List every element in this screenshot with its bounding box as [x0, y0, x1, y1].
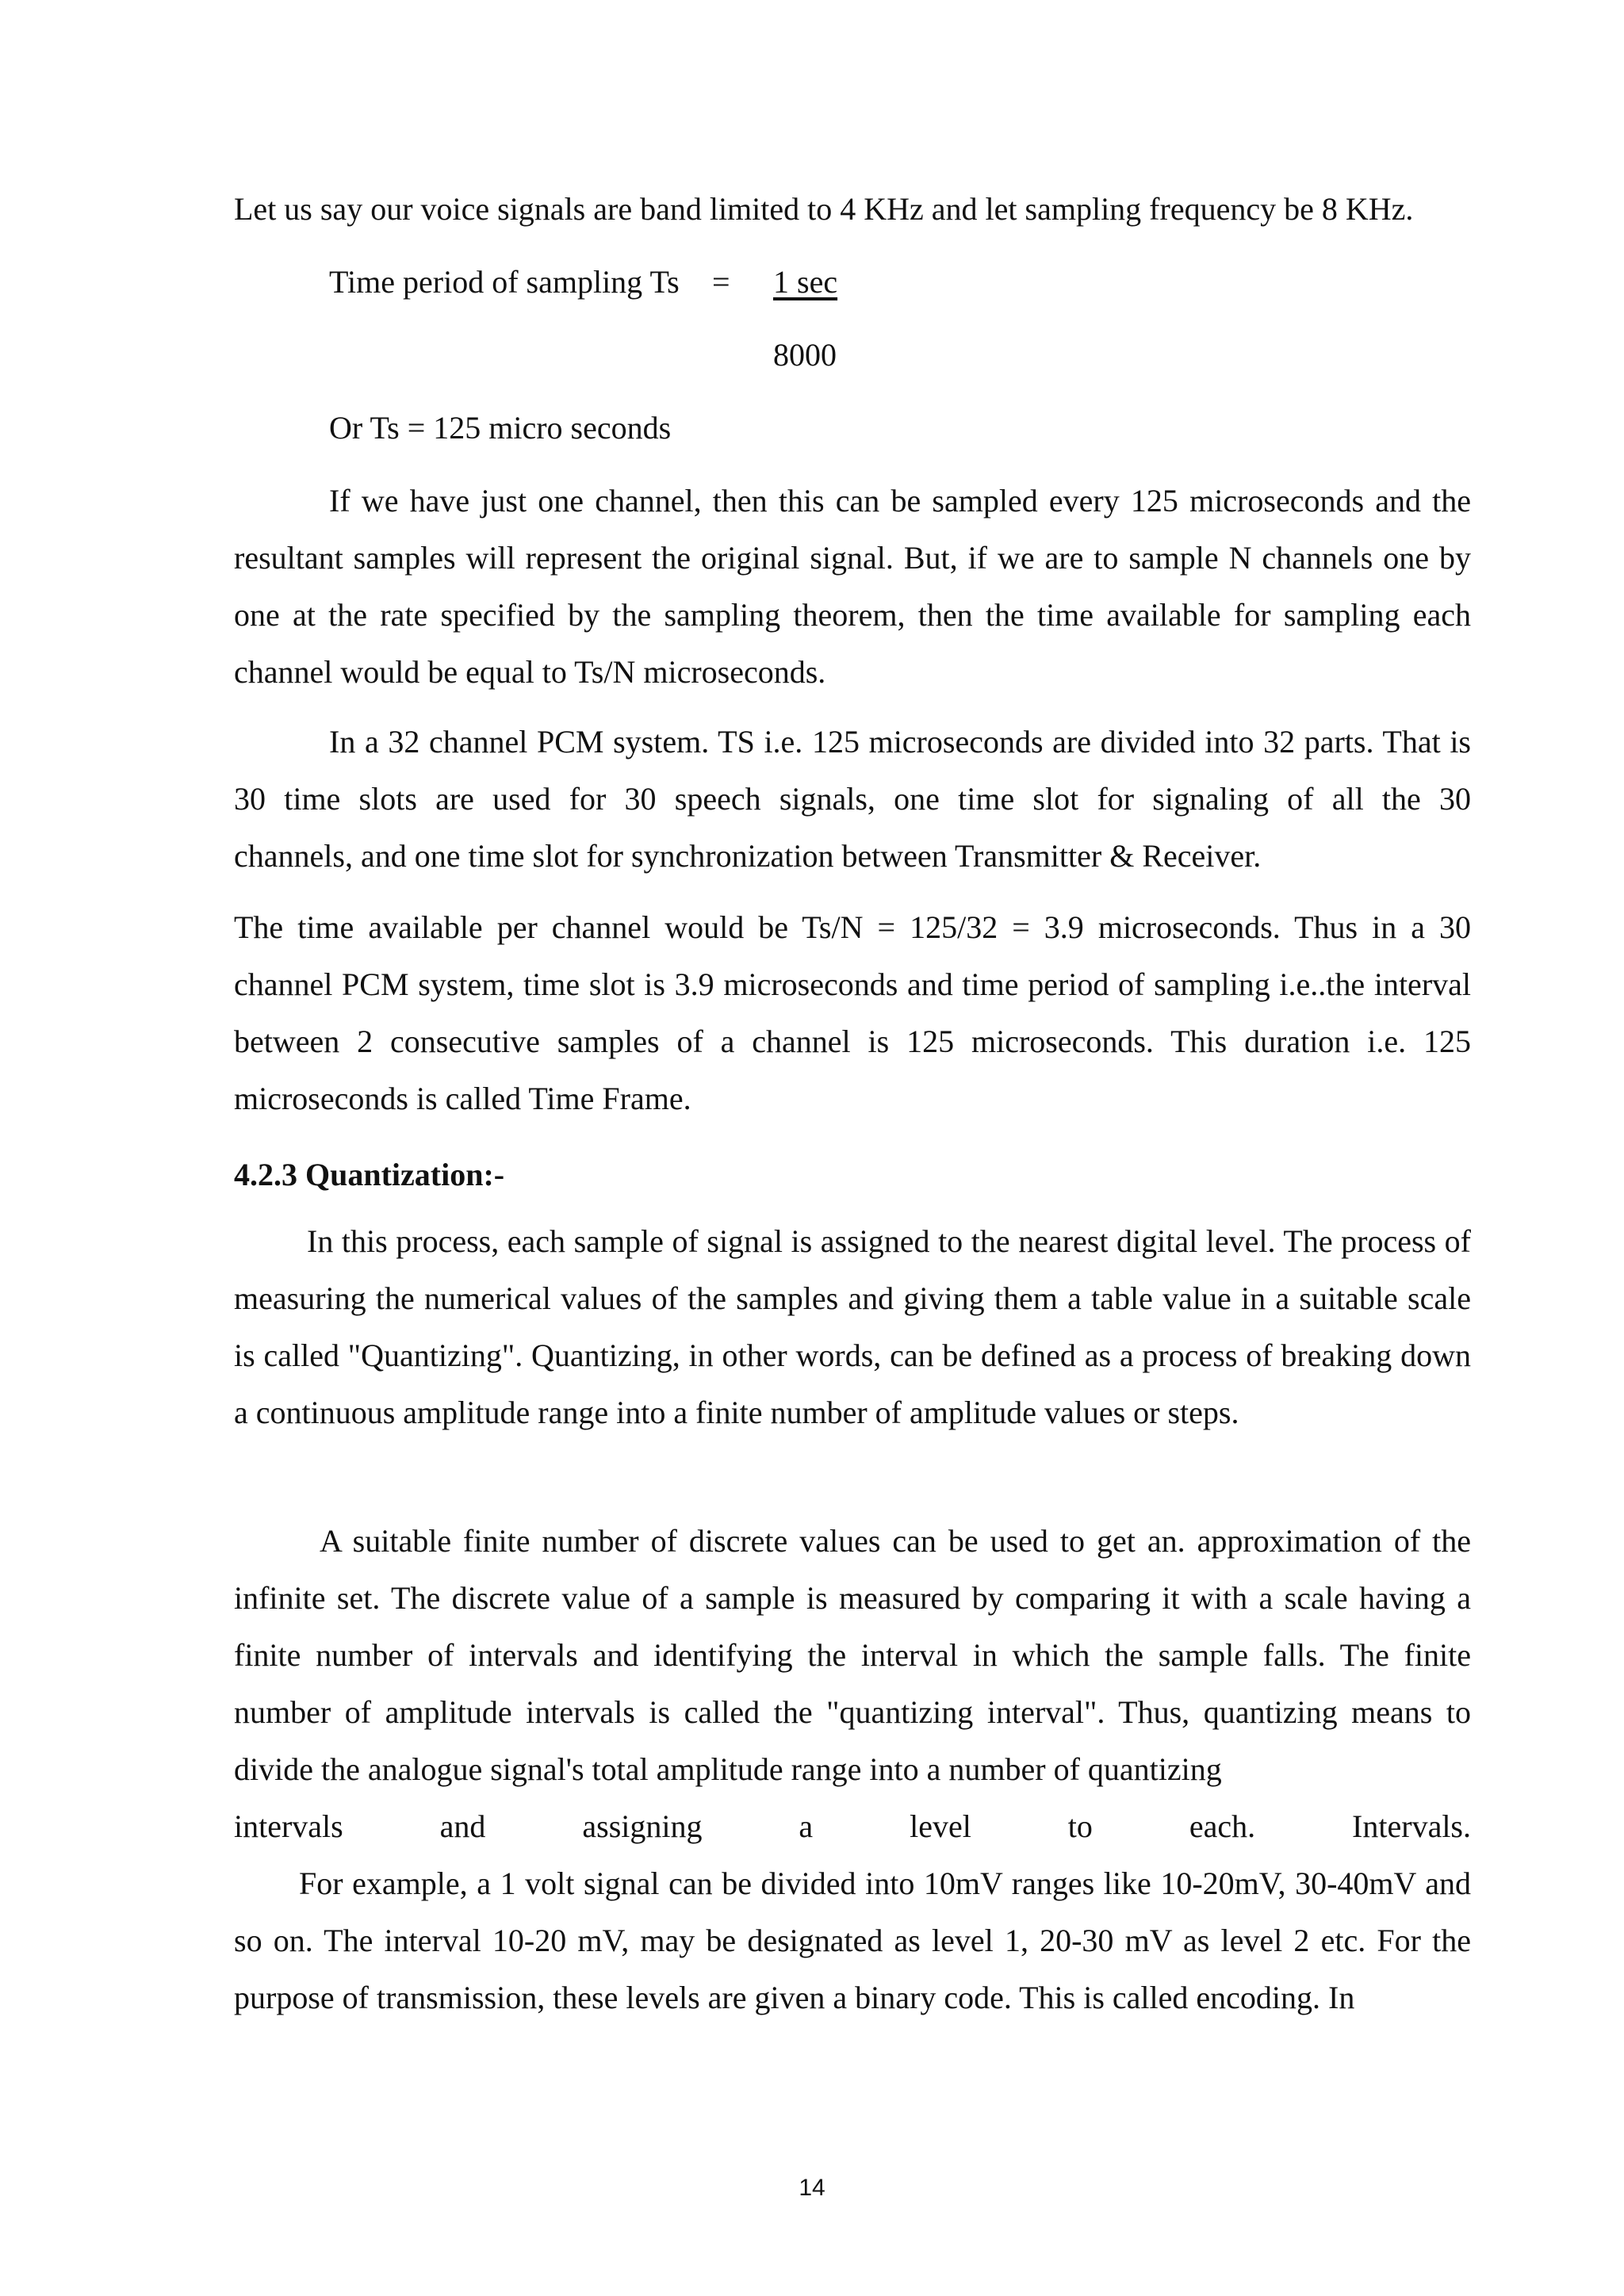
paragraph-pcm-line-2: 30 time slots are used for 30 speech signals, one time slot for signaling of all the 30 — [234, 781, 1471, 817]
paragraph-time-frame: The time available per channel would be Ts/N = 125/32 = 3.9 microseconds. Thus in a 30 channel PCM system, time slot is 3.9 microseconds and time period of sampling i.e..the interval between 2 consecutive samples of a channel is 125 microseconds. This duration i.e. 125 microseconds is called Time Frame. — [234, 909, 1471, 1116]
formula-result: Or Ts = 125 micro seconds — [329, 410, 672, 446]
paragraph-quantization-interval-last-line: intervals and assigning a level to each. Intervals. — [234, 1808, 1471, 1844]
paragraph-channels: If we have just one channel, then this can be sampled every 125 microseconds and the resultant samples will represent the original signal. But, if we are to sample N channels one by one at the rate specified by the sampling theorem, then the time available for sampling each channel would be equal to Ts/N microseconds. — [234, 483, 1471, 690]
formula-denominator: 8000 — [773, 337, 837, 373]
formula-numerator: 1 sec — [773, 264, 838, 300]
paragraph-pcm-line-3: channels, and one time slot for synchronization between Transmitter & Receiver. — [234, 838, 1262, 874]
formula-lhs: Time period of sampling Ts — [329, 264, 680, 300]
page-number: 14 — [799, 2175, 825, 2201]
paragraph-pcm-line-1: In a 32 channel PCM system. TS i.e. 125 microseconds are divided into 32 parts. That is — [329, 724, 1471, 760]
section-heading: 4.2.3 Quantization:- — [234, 1157, 505, 1192]
intro-line: Let us say our voice signals are band limited to 4 KHz and let sampling frequency be 8 KHz. — [234, 191, 1414, 227]
paragraph-quantization-interval: A suitable finite number of discrete values can be used to get an. approximation of the infinite set. The discrete value of a sample is measured by comparing it with a scale having a finite number of intervals and identifying the interval in which the sample falls. The finite number of amplitude intervals is called the "quantizing interval". Thus, quantizing means to divide the analogue signal's total amplitude range into a number of quantizing — [234, 1523, 1471, 1787]
paragraph-quantization-definition: In this process, each sample of signal is assigned to the nearest digital level. The process of measuring the numerical values of the samples and giving them a table value in a suitable scale is called "Quantizing". Quantizing, in other words, can be defined as a process of breaking down a continuous amplitude range into a finite number of amplitude values or steps. — [234, 1223, 1471, 1430]
formula-equals: = — [712, 264, 730, 300]
paragraph-example: For example, a 1 volt signal can be divided into 10mV ranges like 10-20mV, 30-40mV and so on. The interval 10-20 mV, may be designated as level 1, 20-30 mV as level 2 etc. For the purpose of transmission, these levels are given a binary code. This is called encoding. In — [234, 1866, 1471, 2015]
